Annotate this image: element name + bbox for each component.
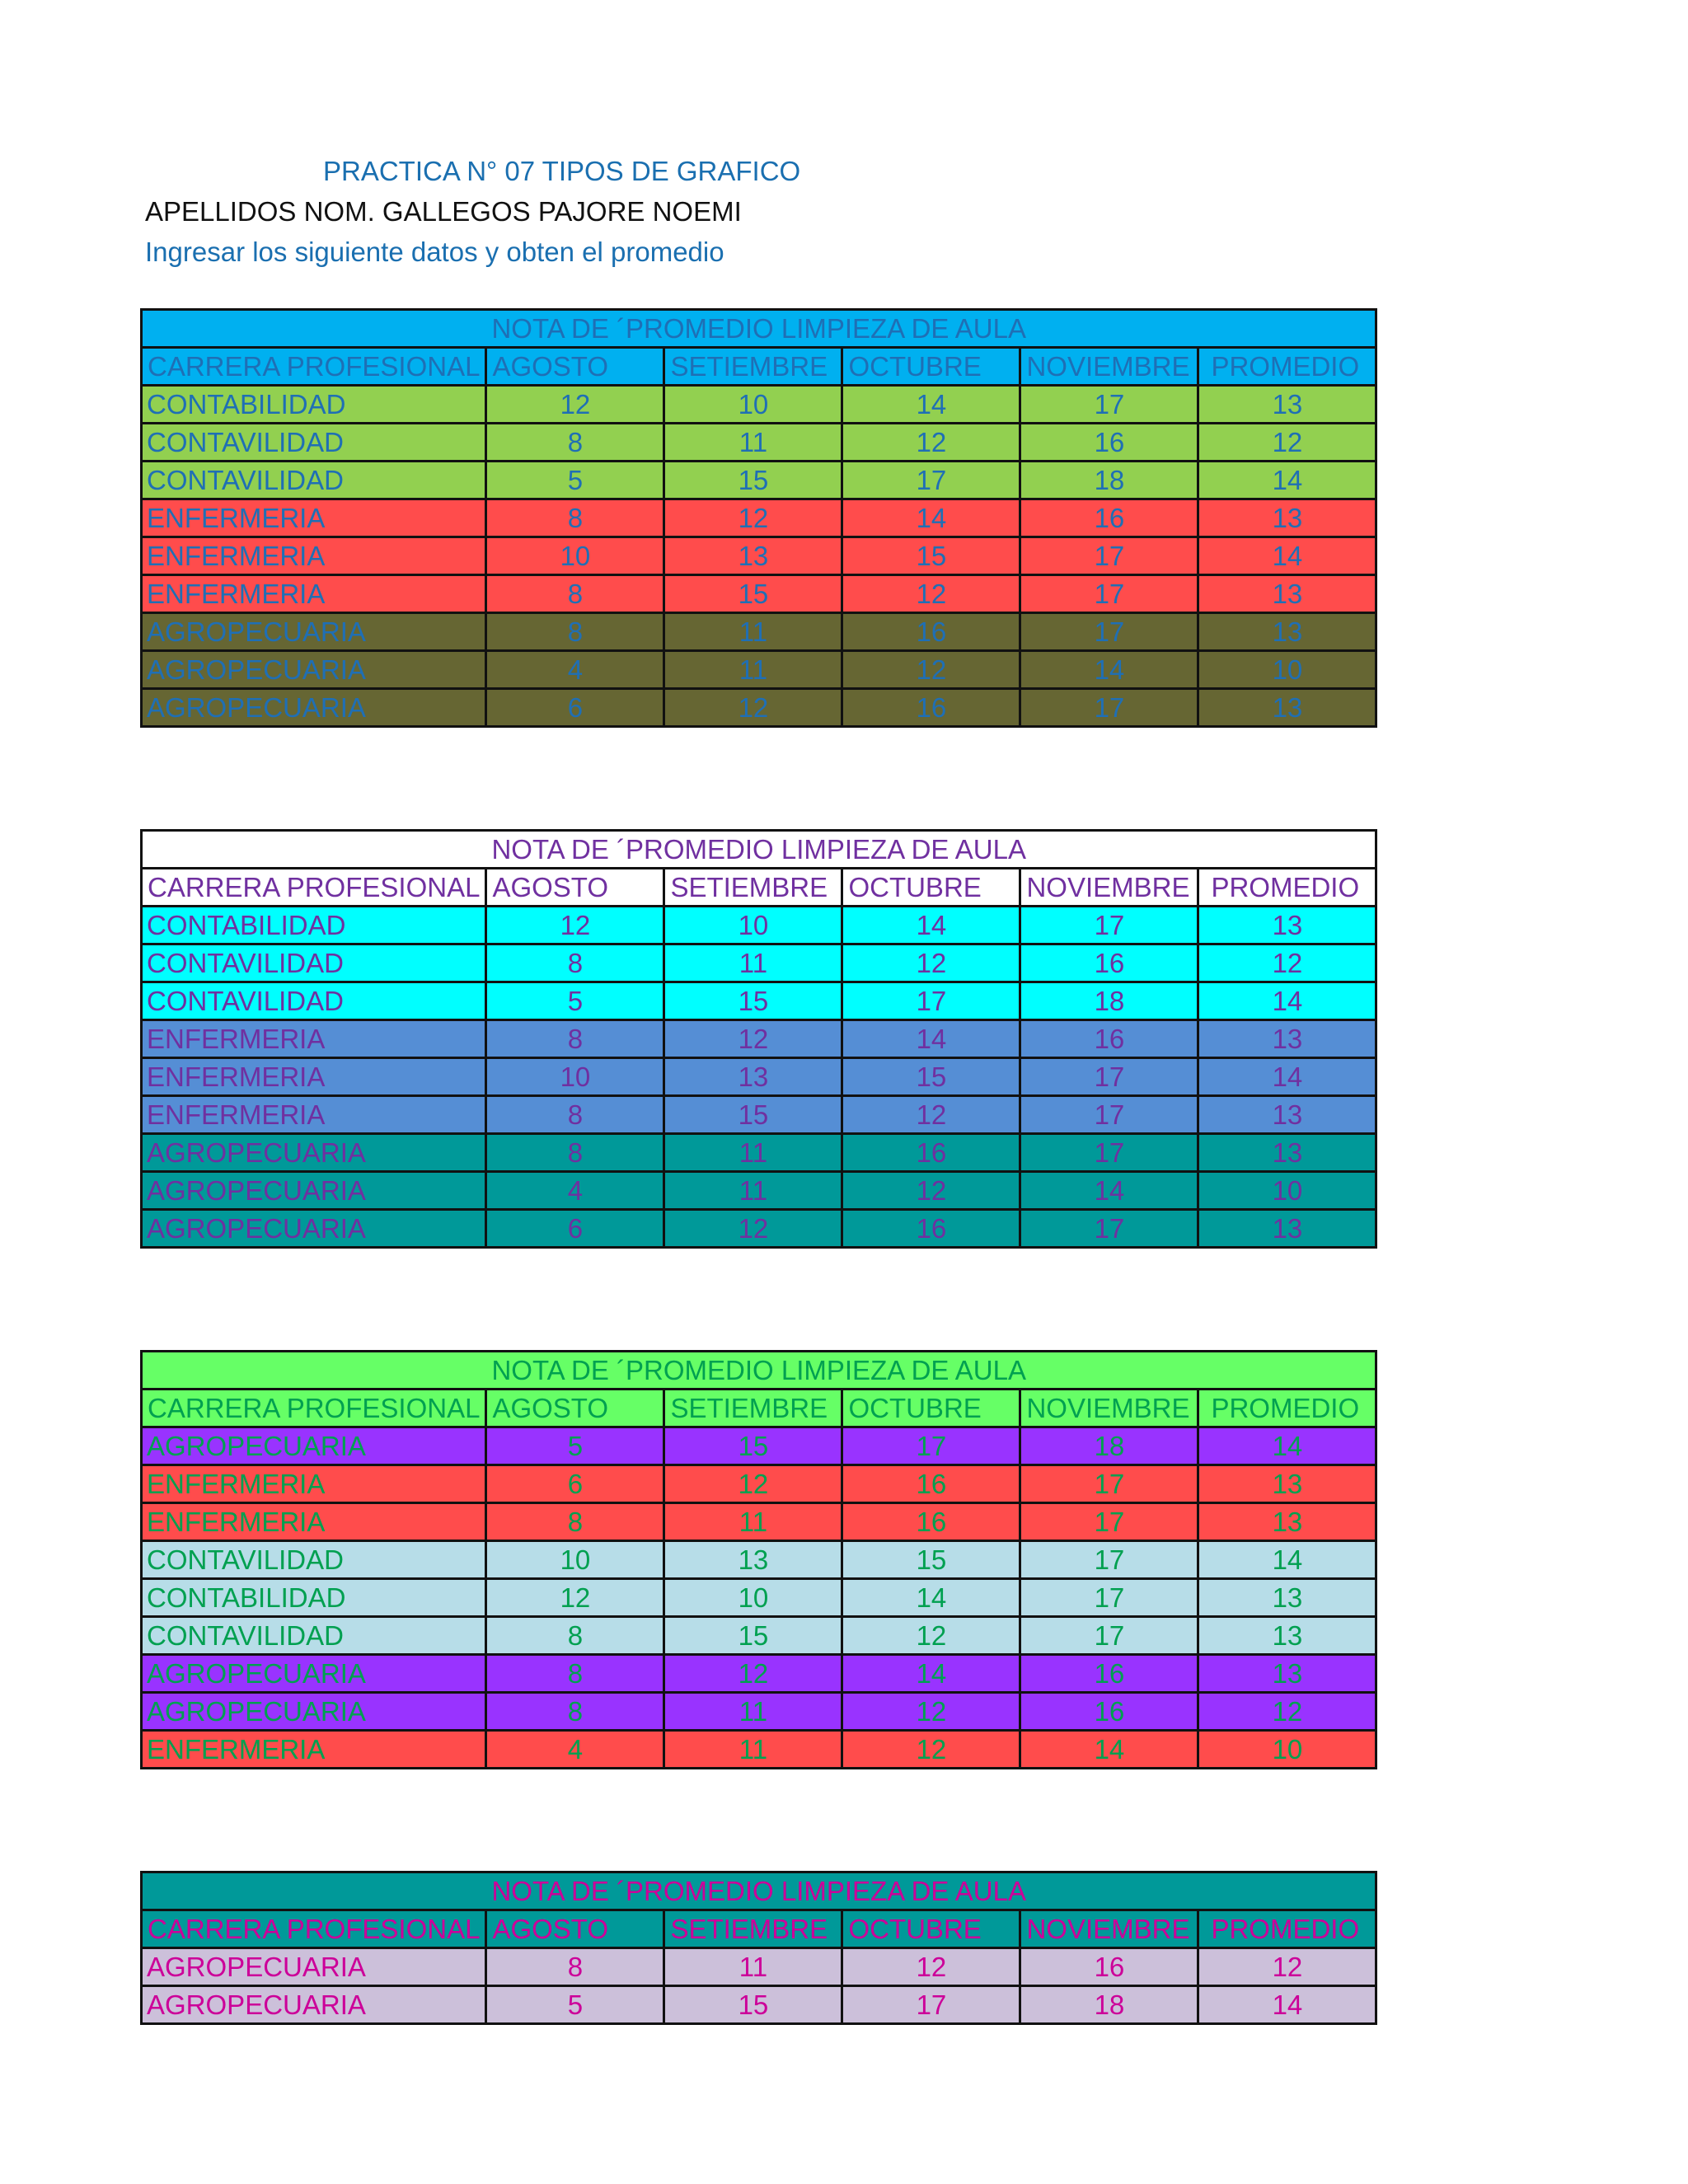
grade-cell: 8 [486,1096,664,1134]
grade-cell: 15 [664,462,842,499]
grade-cell: 14 [842,1020,1020,1058]
grade-cell: 13 [1198,1096,1376,1134]
grade-cell: 17 [1020,386,1198,424]
grade-cell: 17 [842,982,1020,1020]
grade-cell: 17 [1020,1541,1198,1579]
column-header: PROMEDIO [1198,348,1376,386]
column-header: AGOSTO [486,1910,664,1948]
table-row [142,1541,1376,1579]
grade-cell: 16 [1020,424,1198,462]
grade-cell: 14 [842,386,1020,424]
grade-cell: 12 [842,1693,1020,1731]
grade-cell: 12 [1198,424,1376,462]
career-cell: ENFERMERIA [142,1096,486,1134]
grade-cell: 12 [664,1020,842,1058]
column-header: NOVIEMBRE [1020,348,1198,386]
table-row [142,1210,1376,1248]
career-cell: AGROPECUARIA [142,1986,486,2024]
grade-cell: 17 [1020,1058,1198,1096]
grade-cell: 15 [842,537,1020,575]
column-header: SETIEMBRE [664,1390,842,1427]
grade-cell: 17 [1020,1134,1198,1172]
grade-cell: 6 [486,1465,664,1503]
column-header: AGOSTO [486,348,664,386]
table-row [142,982,1376,1020]
career-cell: AGROPECUARIA [142,1948,486,1986]
grade-cell: 12 [486,907,664,944]
table-row [142,1655,1376,1693]
grade-cell: 10 [664,907,842,944]
column-header: SETIEMBRE [664,1910,842,1948]
career-cell: AGROPECUARIA [142,1693,486,1731]
grade-cell: 12 [842,424,1020,462]
grade-cell: 14 [1198,1986,1376,2024]
table-row [142,1134,1376,1172]
column-header: SETIEMBRE [664,348,842,386]
column-header: SETIEMBRE [664,869,842,907]
grade-cell: 18 [1020,462,1198,499]
career-cell: AGROPECUARIA [142,689,486,727]
grade-cell: 8 [486,575,664,613]
grade-cell: 15 [664,1427,842,1465]
grade-cell: 17 [1020,907,1198,944]
grade-cell: 12 [1198,944,1376,982]
grades-table-1 [140,308,1377,728]
career-cell: AGROPECUARIA [142,613,486,651]
grade-cell: 17 [1020,689,1198,727]
grade-cell: 17 [1020,537,1198,575]
table-row [142,1172,1376,1210]
table-title-row [142,831,1376,869]
grade-cell: 10 [486,1058,664,1096]
grade-cell: 17 [1020,1210,1198,1248]
grade-cell: 16 [842,1465,1020,1503]
grade-cell: 15 [664,982,842,1020]
column-header: NOVIEMBRE [1020,869,1198,907]
career-cell: ENFERMERIA [142,1058,486,1096]
grade-cell: 14 [1020,651,1198,689]
table-row [142,1503,1376,1541]
grade-cell: 12 [664,689,842,727]
grade-cell: 12 [842,1948,1020,1986]
table-row [142,1427,1376,1465]
column-header: PROMEDIO [1198,1390,1376,1427]
table-row [142,1465,1376,1503]
table-row [142,1058,1376,1096]
grade-cell: 6 [486,1210,664,1248]
career-cell: ENFERMERIA [142,499,486,537]
grade-cell: 13 [1198,689,1376,727]
table-row [142,689,1376,727]
grade-cell: 14 [842,907,1020,944]
grade-cell: 16 [1020,1693,1198,1731]
grade-cell: 11 [664,1948,842,1986]
career-cell: AGROPECUARIA [142,1655,486,1693]
grade-cell: 18 [1020,982,1198,1020]
grade-cell: 16 [842,1210,1020,1248]
grade-cell: 13 [1198,1579,1376,1617]
column-header: NOVIEMBRE [1020,1390,1198,1427]
grade-cell: 13 [1198,1020,1376,1058]
grade-cell: 8 [486,1134,664,1172]
table-title: NOTA DE ´PROMEDIO LIMPIEZA DE AULA [142,310,1376,348]
career-cell: ENFERMERIA [142,537,486,575]
career-cell: CONTAVILIDAD [142,462,486,499]
grade-cell: 11 [664,1134,842,1172]
career-cell: CONTAVILIDAD [142,1617,486,1655]
grade-cell: 15 [664,575,842,613]
column-header: NOVIEMBRE [1020,1910,1198,1948]
career-cell: AGROPECUARIA [142,1134,486,1172]
grade-cell: 13 [1198,386,1376,424]
grade-cell: 16 [1020,1020,1198,1058]
grade-cell: 17 [1020,575,1198,613]
column-header: AGOSTO [486,1390,664,1427]
table-header-row [142,869,1376,907]
grade-cell: 10 [486,1541,664,1579]
grade-cell: 8 [486,424,664,462]
grade-cell: 16 [842,1134,1020,1172]
grade-cell: 12 [842,651,1020,689]
table-header-row [142,1390,1376,1427]
grade-cell: 12 [664,1210,842,1248]
grade-cell: 13 [664,537,842,575]
grade-cell: 11 [664,1731,842,1769]
grade-cell: 16 [1020,1655,1198,1693]
table-row [142,613,1376,651]
grade-cell: 13 [1198,1503,1376,1541]
grade-cell: 15 [664,1096,842,1134]
grade-cell: 13 [1198,575,1376,613]
grade-cell: 12 [664,499,842,537]
grade-cell: 11 [664,944,842,982]
grade-cell: 10 [664,1579,842,1617]
table-row [142,462,1376,499]
table-row [142,1693,1376,1731]
career-cell: ENFERMERIA [142,1020,486,1058]
grades-table-3 [140,1350,1377,1769]
grade-cell: 12 [842,944,1020,982]
table-title: NOTA DE ´PROMEDIO LIMPIEZA DE AULA [142,831,1376,869]
grade-cell: 12 [1198,1948,1376,1986]
grade-cell: 11 [664,651,842,689]
grade-cell: 14 [842,499,1020,537]
grade-cell: 13 [664,1058,842,1096]
grade-cell: 17 [1020,1503,1198,1541]
grade-cell: 8 [486,1020,664,1058]
table-title-row [142,1872,1376,1910]
grade-cell: 14 [1198,1541,1376,1579]
career-cell: ENFERMERIA [142,1465,486,1503]
grade-cell: 18 [1020,1427,1198,1465]
career-cell: AGROPECUARIA [142,651,486,689]
table-header-row [142,1910,1376,1948]
table-row [142,907,1376,944]
grade-cell: 16 [842,1503,1020,1541]
grade-cell: 16 [1020,944,1198,982]
grade-cell: 17 [842,1427,1020,1465]
table-row [142,1020,1376,1058]
grade-cell: 8 [486,1617,664,1655]
grade-cell: 4 [486,1731,664,1769]
grade-cell: 13 [1198,907,1376,944]
grade-cell: 4 [486,651,664,689]
table-row [142,1986,1376,2024]
column-header: OCTUBRE [842,1390,1020,1427]
grade-cell: 4 [486,1172,664,1210]
column-header: CARRERA PROFESIONAL [142,1910,486,1948]
grade-cell: 13 [664,1541,842,1579]
grade-cell: 11 [664,613,842,651]
grade-cell: 14 [842,1579,1020,1617]
career-cell: CONTABILIDAD [142,907,486,944]
career-cell: CONTABILIDAD [142,386,486,424]
table-row [142,499,1376,537]
grade-cell: 10 [1198,1731,1376,1769]
grade-cell: 5 [486,1986,664,2024]
grade-cell: 10 [664,386,842,424]
grade-cell: 15 [664,1617,842,1655]
career-cell: ENFERMERIA [142,1503,486,1541]
grade-cell: 8 [486,944,664,982]
grade-cell: 11 [664,1693,842,1731]
grade-cell: 8 [486,499,664,537]
grade-cell: 17 [1020,613,1198,651]
career-cell: AGROPECUARIA [142,1172,486,1210]
column-header: AGOSTO [486,869,664,907]
table-row [142,651,1376,689]
career-cell: CONTAVILIDAD [142,424,486,462]
grade-cell: 12 [486,1579,664,1617]
table-row [142,1948,1376,1986]
table-row [142,1617,1376,1655]
grade-cell: 11 [664,1172,842,1210]
column-header: CARRERA PROFESIONAL [142,869,486,907]
column-header: OCTUBRE [842,348,1020,386]
career-cell: AGROPECUARIA [142,1210,486,1248]
table-title-row [142,1352,1376,1390]
grade-cell: 13 [1198,1134,1376,1172]
grade-cell: 5 [486,1427,664,1465]
table-row [142,386,1376,424]
grade-cell: 13 [1198,1465,1376,1503]
grade-cell: 10 [486,537,664,575]
grade-cell: 10 [1198,651,1376,689]
grade-cell: 10 [1198,1172,1376,1210]
grade-cell: 14 [1020,1172,1198,1210]
page-title: PRACTICA N° 07 TIPOS DE GRAFICO [323,156,801,186]
table-title-row [142,310,1376,348]
column-header: PROMEDIO [1198,869,1376,907]
grade-cell: 12 [486,386,664,424]
column-header: CARRERA PROFESIONAL [142,348,486,386]
grade-cell: 13 [1198,613,1376,651]
table-row [142,1096,1376,1134]
grade-cell: 5 [486,982,664,1020]
career-cell: CONTABILIDAD [142,1579,486,1617]
instruction-text: Ingresar los siguiente datos y obten el promedio [145,237,724,267]
grade-cell: 16 [842,613,1020,651]
grade-cell: 8 [486,1693,664,1731]
column-header: PROMEDIO [1198,1910,1376,1948]
column-header: CARRERA PROFESIONAL [142,1390,486,1427]
grade-cell: 14 [842,1655,1020,1693]
student-name: APELLIDOS NOM. GALLEGOS PAJORE NOEMI [145,196,742,227]
grade-cell: 12 [664,1655,842,1693]
grade-cell: 8 [486,1948,664,1986]
career-cell: CONTAVILIDAD [142,944,486,982]
career-cell: ENFERMERIA [142,1731,486,1769]
grade-cell: 12 [842,1172,1020,1210]
grade-cell: 17 [1020,1617,1198,1655]
career-cell: AGROPECUARIA [142,1427,486,1465]
grade-cell: 11 [664,424,842,462]
table-title: NOTA DE ´PROMEDIO LIMPIEZA DE AULA [142,1352,1376,1390]
grade-cell: 17 [842,462,1020,499]
grades-table-4 [140,1871,1377,2025]
grade-cell: 16 [842,689,1020,727]
grade-cell: 16 [1020,1948,1198,1986]
grade-cell: 14 [1198,537,1376,575]
table-row [142,424,1376,462]
table-title: NOTA DE ´PROMEDIO LIMPIEZA DE AULA [142,1872,1376,1910]
grade-cell: 17 [1020,1465,1198,1503]
grade-cell: 12 [842,1617,1020,1655]
grade-cell: 6 [486,689,664,727]
table-row [142,1731,1376,1769]
grade-cell: 8 [486,613,664,651]
grade-cell: 18 [1020,1986,1198,2024]
grade-cell: 12 [664,1465,842,1503]
grade-cell: 13 [1198,1210,1376,1248]
grade-cell: 14 [1020,1731,1198,1769]
table-row [142,1579,1376,1617]
grade-cell: 15 [664,1986,842,2024]
grades-table-2 [140,829,1377,1249]
career-cell: CONTAVILIDAD [142,1541,486,1579]
grade-cell: 14 [1198,1427,1376,1465]
grade-cell: 12 [842,1731,1020,1769]
grade-cell: 15 [842,1058,1020,1096]
grade-cell: 13 [1198,1655,1376,1693]
grade-cell: 12 [842,575,1020,613]
table-header-row [142,348,1376,386]
grade-cell: 12 [1198,1693,1376,1731]
grade-cell: 16 [1020,499,1198,537]
table-row [142,537,1376,575]
grade-cell: 13 [1198,1617,1376,1655]
column-header: OCTUBRE [842,869,1020,907]
grade-cell: 8 [486,1503,664,1541]
grade-cell: 14 [1198,1058,1376,1096]
grade-cell: 17 [1020,1579,1198,1617]
grade-cell: 11 [664,1503,842,1541]
grade-cell: 14 [1198,462,1376,499]
grade-cell: 14 [1198,982,1376,1020]
grade-cell: 8 [486,1655,664,1693]
table-row [142,575,1376,613]
career-cell: ENFERMERIA [142,575,486,613]
career-cell: CONTAVILIDAD [142,982,486,1020]
column-header: OCTUBRE [842,1910,1020,1948]
grade-cell: 13 [1198,499,1376,537]
grade-cell: 5 [486,462,664,499]
grade-cell: 17 [1020,1096,1198,1134]
grade-cell: 17 [842,1986,1020,2024]
table-row [142,944,1376,982]
grade-cell: 15 [842,1541,1020,1579]
grade-cell: 12 [842,1096,1020,1134]
